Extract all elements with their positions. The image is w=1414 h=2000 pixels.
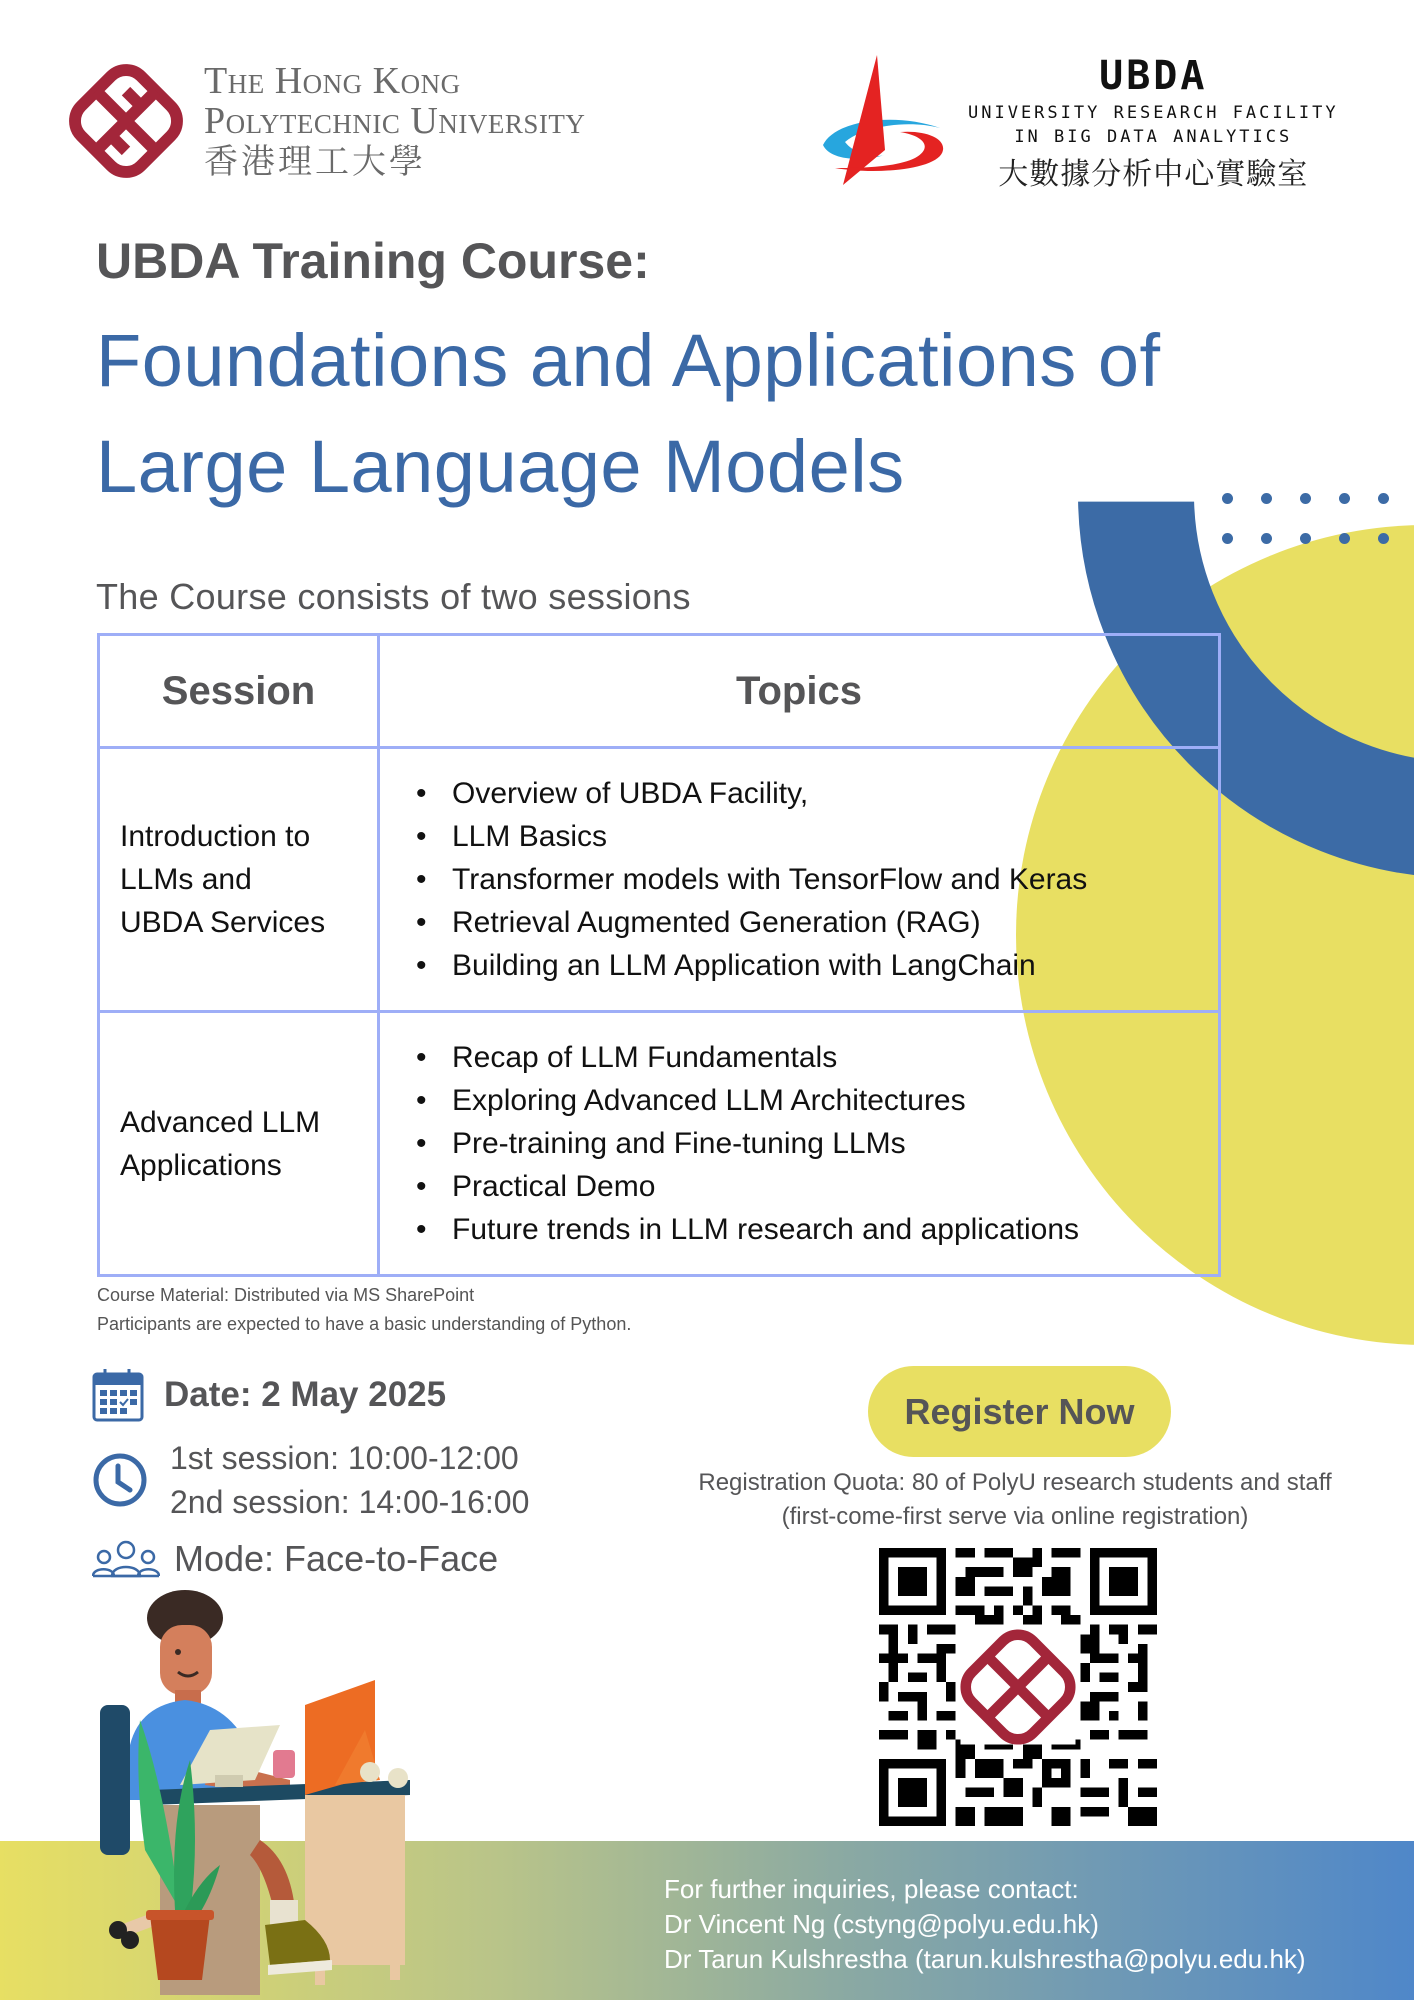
table-row <box>99 1012 1220 1276</box>
time-row <box>92 1436 529 1524</box>
topic-item: • Recap of LLM Fundamentals <box>416 1036 1218 1079</box>
topic-item: • Exploring Advanced LLM Architectures <box>416 1079 1218 1122</box>
course-material-note: Course Material: Distributed via MS SharePoint <box>97 1285 475 1305</box>
topics-list <box>380 1036 1218 1251</box>
topics-list <box>380 772 1218 987</box>
date-row <box>92 1368 446 1422</box>
quota-line: Registration Quota: 80 of PolyU research students and staff <box>698 1469 1332 1496</box>
contact-person[interactable]: Dr Vincent Ng (cstyng@polyu.edu.hk) <box>664 1909 1099 1939</box>
people-group-icon <box>92 1540 160 1578</box>
header-topics: Topics <box>379 635 1220 748</box>
polyu-knot-emblem-icon <box>60 55 192 187</box>
clock-icon <box>92 1452 148 1508</box>
calendar-icon <box>92 1368 144 1422</box>
topic-item: • LLM Basics <box>416 815 1218 858</box>
session-name-cell <box>99 748 379 1012</box>
session1-time: 1st session: 10:00-12:00 <box>170 1440 519 1476</box>
session-name-line: LLMs and <box>120 863 252 896</box>
ubda-subtitle-line2: IN BIG DATA ANALYTICS <box>1014 126 1293 147</box>
session-name-line: UBDA Services <box>120 906 326 939</box>
session-name-line: Applications <box>120 1148 282 1182</box>
event-date: Date: 2 May 2025 <box>164 1375 447 1414</box>
ubda-logo <box>815 50 1339 195</box>
session-name-line: Advanced LLM <box>120 1105 321 1139</box>
event-mode: Mode: Face-to-Face <box>174 1538 499 1579</box>
ubda-subtitle-line1: UNIVERSITY RESEARCH FACILITY <box>968 102 1339 123</box>
contact-info <box>664 1872 1306 1977</box>
table-row <box>99 748 1220 1012</box>
session-name-line: Introduction to <box>120 820 311 853</box>
topic-item: • Overview of UBDA Facility, <box>416 772 1218 815</box>
course-intro: The Course consists of two sessions <box>96 576 691 617</box>
course-title-line2: Large Language Models <box>96 425 905 508</box>
topic-item: • Transformer models with TensorFlow and Keras <box>416 858 1218 901</box>
topics-cell <box>379 748 1220 1012</box>
quota-line: (first-come-first serve via online registration) <box>781 1503 1249 1530</box>
topic-item: • Practical Demo <box>416 1165 1218 1208</box>
prerequisite-note: Participants are expected to have a basic understanding of Python. <box>97 1314 632 1334</box>
contact-person[interactable]: Dr Tarun Kulshrestha (tarun.kulshrestha@polyu.edu.hk) <box>664 1944 1306 1974</box>
polyu-name-chinese: 香港理工大學 <box>204 144 426 181</box>
session-name-cell <box>99 1012 379 1276</box>
person-at-desk-illustration <box>90 1580 510 2000</box>
sessions-table <box>97 633 1221 1277</box>
ubda-brand: UBDA <box>1099 52 1208 99</box>
topic-item: • Retrieval Augmented Generation (RAG) <box>416 901 1218 944</box>
ubda-chinese-name: 大數據分析中心實驗室 <box>998 157 1309 191</box>
course-kicker: UBDA Training Course: <box>96 233 650 289</box>
session2-time: 2nd session: 14:00-16:00 <box>170 1484 530 1520</box>
mode-row <box>92 1538 498 1580</box>
topic-item: • Building an LLM Application with LangChain <box>416 944 1218 987</box>
course-title <box>96 308 1396 520</box>
contact-heading: For further inquiries, please contact: <box>664 1874 1079 1904</box>
header-session: Session <box>99 635 379 748</box>
ubda-emblem-icon <box>815 50 950 195</box>
topic-item: • Pre-training and Fine-tuning LLMs <box>416 1122 1218 1165</box>
registration-quota <box>620 1466 1410 1534</box>
topic-item: • Future trends in LLM research and applications <box>416 1208 1218 1251</box>
course-title-line1: Foundations and Applications of <box>96 319 1161 402</box>
register-now-button[interactable]: Register Now <box>868 1366 1171 1457</box>
polyu-name-line2: Polytechnic University <box>204 100 586 142</box>
polyu-name-line1: The Hong Kong <box>204 60 461 102</box>
polyu-logo <box>60 55 585 187</box>
topics-cell <box>379 1012 1220 1276</box>
table-header-row <box>99 635 1220 748</box>
registration-qr-code[interactable] <box>879 1548 1157 1826</box>
